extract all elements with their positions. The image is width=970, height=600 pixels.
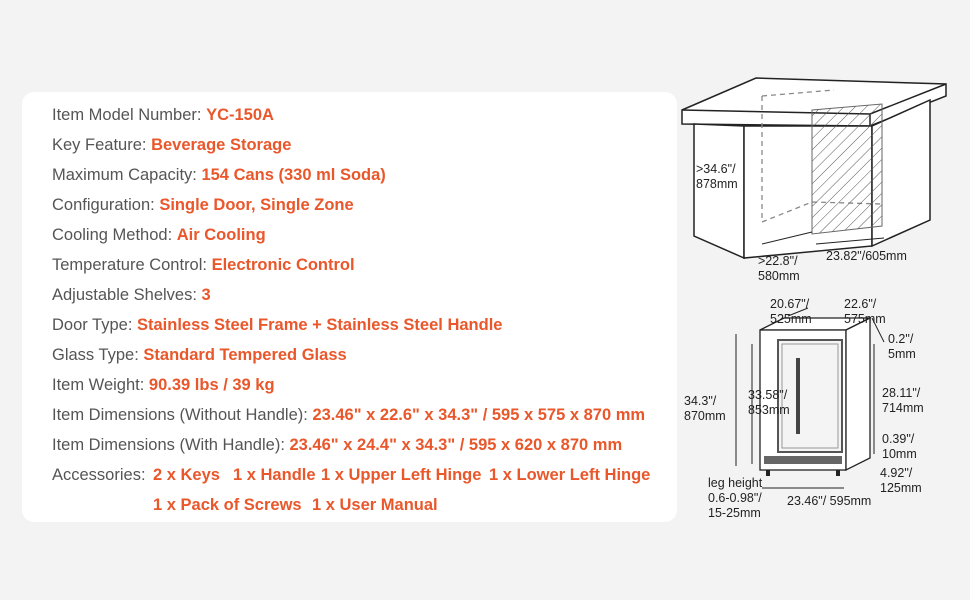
dim-door-height: 28.11"/ 714mm <box>882 386 924 415</box>
spec-dimensions-without-handle: Item Dimensions (Without Handle): 23.46" x 22.6" x 34.3" / 595 x 575 x 870 mm <box>52 406 646 424</box>
accessory-item: 1 x Lower Left Hinge <box>489 466 651 484</box>
dim-depth: 22.6"/ 575mm <box>844 297 886 326</box>
dim-base-height: 4.92"/ 125mm <box>880 466 922 495</box>
dim-cabinet-height: >34.6"/ 878mm <box>696 162 738 191</box>
spec-temperature-control: Temperature Control: Electronic Control <box>52 256 355 274</box>
spec-key-feature: Key Feature: Beverage Storage <box>52 136 292 154</box>
spec-weight: Item Weight: 90.39 lbs / 39 kg <box>52 376 275 394</box>
spec-glass-type: Glass Type: Standard Tempered Glass <box>52 346 347 364</box>
spec-cooling: Cooling Method: Air Cooling <box>52 226 266 244</box>
spec-shelves: Adjustable Shelves: 3 <box>52 286 211 304</box>
dim-width: 23.46"/ 595mm <box>787 494 872 508</box>
spec-model: Item Model Number: YC-150A <box>52 106 274 124</box>
dim-cabinet-width: 23.82"/605mm <box>826 249 907 263</box>
accessory-item: 1 x Pack of Screws <box>153 496 302 514</box>
accessory-item: 1 x User Manual <box>312 496 438 514</box>
dim-total-height: 34.3"/ 870mm <box>684 394 726 423</box>
accessory-item: 2 x Keys <box>153 466 220 484</box>
dim-body-height: 33.58"/ 853mm <box>748 388 790 417</box>
accessory-item: 1 x Handle <box>233 466 316 484</box>
accessory-item: 1 x Upper Left Hinge <box>321 466 482 484</box>
dim-cabinet-depth: >22.8"/ 580mm <box>758 254 800 283</box>
dim-bottom-gap: 0.39"/ 10mm <box>882 432 917 461</box>
spec-configuration: Configuration: Single Door, Single Zone <box>52 196 354 214</box>
spec-accessories-label: Accessories: <box>52 466 146 484</box>
spec-capacity: Maximum Capacity: 154 Cans (330 ml Soda) <box>52 166 386 184</box>
spec-door-type: Door Type: Stainless Steel Frame + Stainless Steel Handle <box>52 316 503 334</box>
dim-top-depth: 20.67"/ 525mm <box>770 297 812 326</box>
spec-dimensions-with-handle: Item Dimensions (With Handle): 23.46" x 24.4" x 34.3" / 595 x 620 x 870 mm <box>52 436 623 454</box>
dim-top-gap: 0.2"/ 5mm <box>888 332 916 361</box>
dim-leg-height: leg height 0.6-0.98"/ 15-25mm <box>708 476 763 520</box>
